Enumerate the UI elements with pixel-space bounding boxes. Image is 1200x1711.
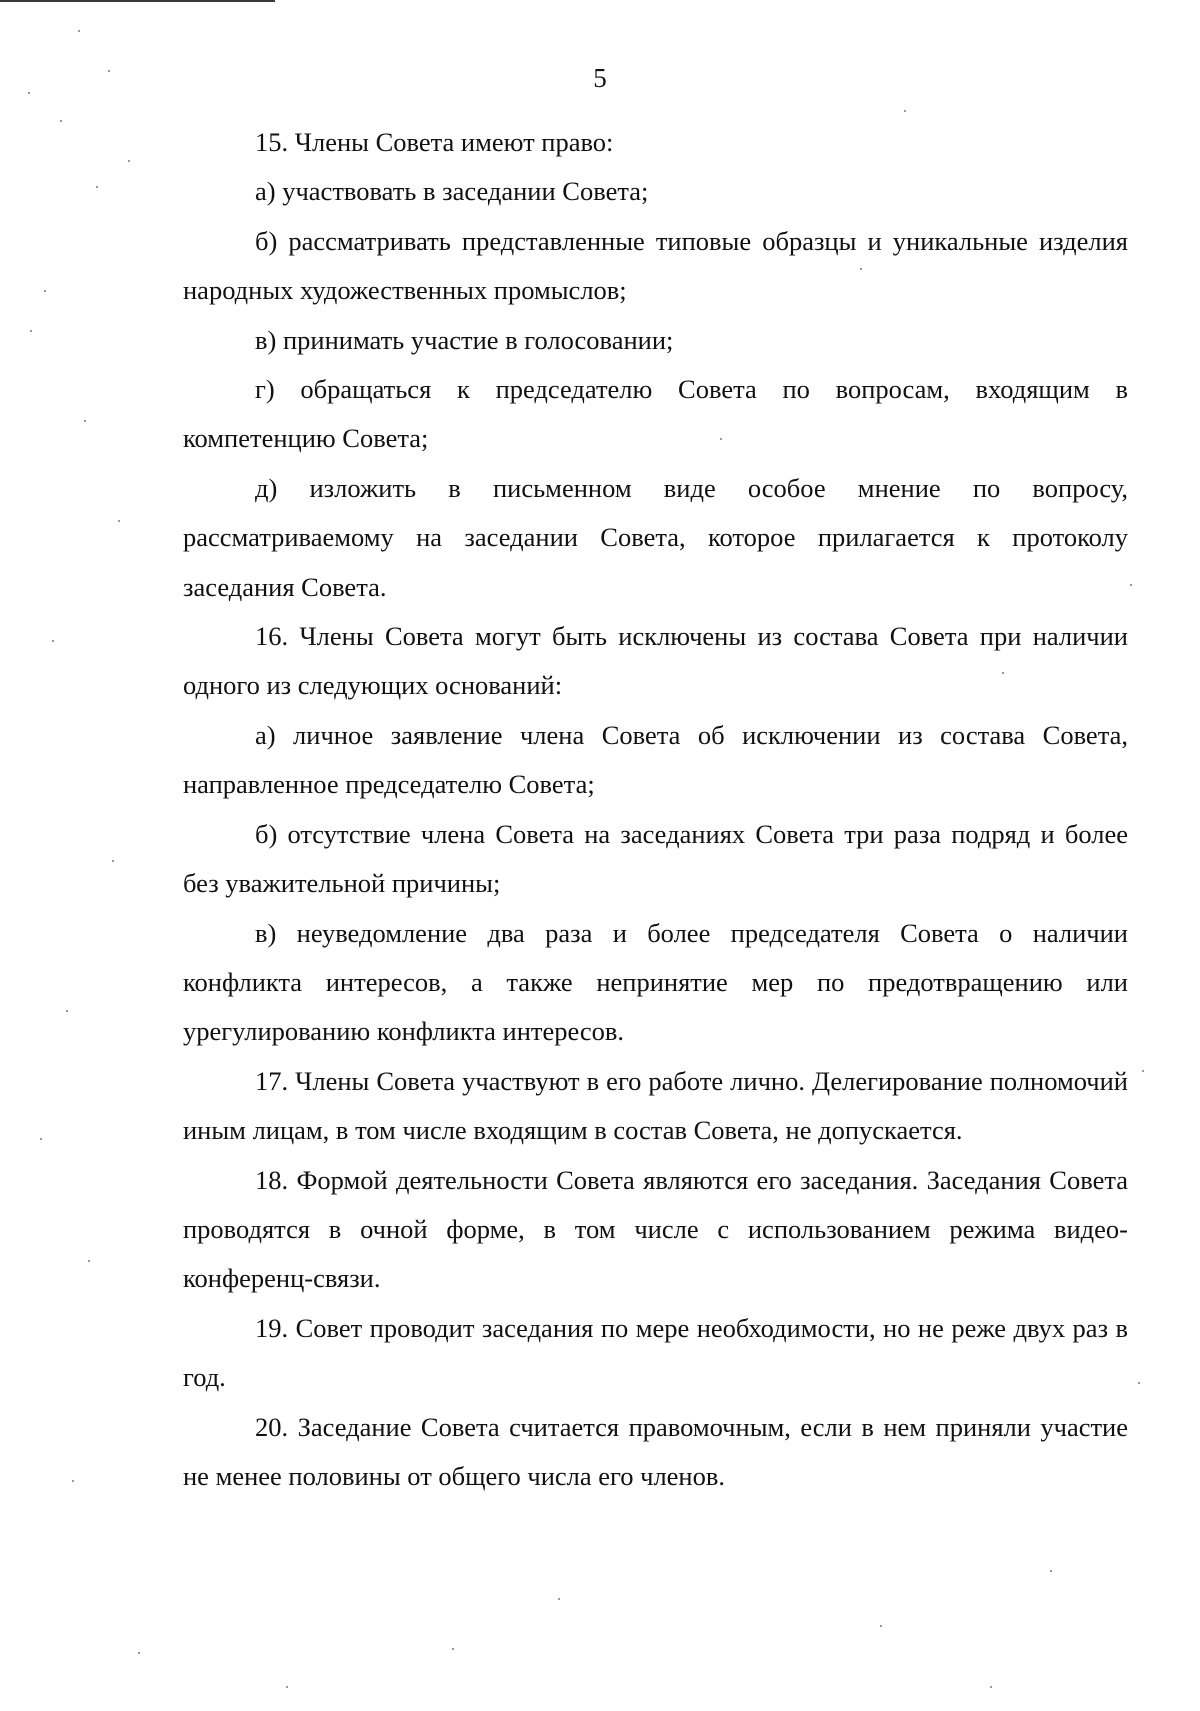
scan-speck bbox=[96, 186, 98, 188]
scan-speck bbox=[28, 92, 30, 94]
scan-speck bbox=[52, 640, 54, 642]
paragraph-15-b: б) рассматривать представленные типовые образцы и уникальные изделия народных художественных промыслов; bbox=[183, 225, 1128, 306]
scan-speck bbox=[720, 438, 722, 440]
scan-speck bbox=[452, 1648, 454, 1650]
paragraph-17: 17. Члены Совета участвуют в его работе лично. Делегирование полномочий иным лицам, в том числе входящим в состав Совета, не допускается. bbox=[183, 1065, 1128, 1146]
paragraph-19: 19. Совет проводит заседания по мере необходимости, но не реже двух раз в год. bbox=[183, 1312, 1128, 1393]
scan-speck bbox=[108, 70, 110, 72]
paragraph-16: 16. Члены Совета могут быть исключены из состава Совета при наличии одного из следующих оснований: bbox=[183, 621, 1128, 701]
paragraph-16-v: в) неуведомление два раза и более председателя Совета о наличии конфликта интересов, а также непринятие мер по предотвращению или урегулированию конфликта интересов. bbox=[183, 917, 1128, 1047]
scan-speck bbox=[1142, 1070, 1144, 1072]
scan-speck bbox=[128, 160, 130, 162]
paragraph-15-a: а) участвовать в заседании Совета; bbox=[255, 176, 649, 207]
paragraph-18: 18. Формой деятельности Совета являются его заседания. Заседания Совета проводятся в очной форме, в том числе с использованием режима видео-конференц-связи. bbox=[183, 1164, 1128, 1294]
scan-speck bbox=[40, 1138, 42, 1140]
scan-speck bbox=[990, 1686, 992, 1688]
document-body bbox=[183, 118, 1128, 1501]
scan-speck bbox=[30, 330, 32, 332]
scan-edge-line bbox=[0, 0, 275, 2]
scan-speck bbox=[1138, 1382, 1140, 1384]
scan-speck bbox=[44, 290, 46, 292]
scan-speck bbox=[138, 1652, 140, 1654]
scan-speck bbox=[112, 860, 114, 862]
paragraph-15-g: г) обращаться к председателю Совета по вопросам, входящим в компетенцию Совета; bbox=[183, 374, 1128, 454]
paragraph-20: 20. Заседание Совета считается правомочным, если в нем приняли участие не менее половины от общего числа его членов. bbox=[183, 1411, 1128, 1491]
scan-speck bbox=[904, 110, 906, 112]
scan-speck bbox=[1050, 1570, 1052, 1572]
scan-speck bbox=[1130, 584, 1132, 586]
scan-speck bbox=[84, 420, 86, 422]
scan-speck bbox=[1002, 672, 1004, 674]
scan-speck bbox=[558, 1598, 560, 1600]
paragraph-15-d: д) изложить в письменном виде особое мнение по вопросу, рассматриваемому на заседании Совета, которое прилагается к протоколу заседания Совета. bbox=[183, 472, 1128, 602]
scan-speck bbox=[118, 520, 120, 522]
paragraph-16-b: б) отсутствие члена Совета на заседаниях Совета три раза подряд и более без уважительной причины; bbox=[183, 818, 1128, 899]
scan-speck bbox=[66, 1010, 68, 1012]
scan-speck bbox=[860, 268, 862, 270]
scan-speck bbox=[72, 1480, 74, 1482]
scan-speck bbox=[286, 1686, 288, 1688]
paragraph-15-v: в) принимать участие в голосовании; bbox=[255, 324, 674, 355]
scan-speck bbox=[78, 30, 80, 32]
paragraph-15: 15. Члены Совета имеют право: bbox=[255, 127, 614, 157]
paragraph-16-a: а) личное заявление члена Совета об исключении из состава Совета, направленное председателю Совета; bbox=[183, 719, 1128, 800]
scan-speck bbox=[60, 120, 62, 122]
scan-speck bbox=[88, 1260, 90, 1262]
scan-speck bbox=[880, 1625, 882, 1627]
page-number: 5 bbox=[593, 63, 607, 93]
